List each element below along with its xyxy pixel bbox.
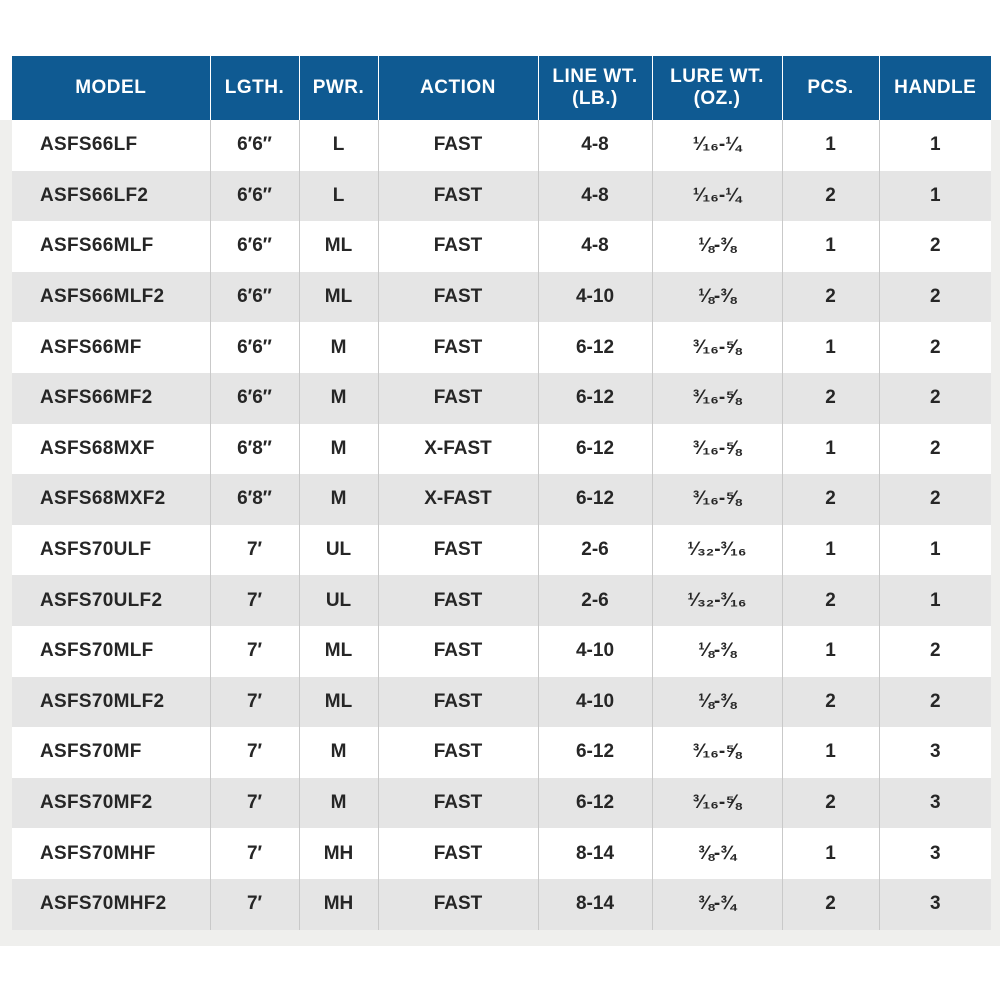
cell-handle: 1 xyxy=(879,120,991,171)
header-line-weight: LINE WT. (LB.) xyxy=(538,56,652,120)
cell-length: 6′6″ xyxy=(210,322,299,373)
cell-power: L xyxy=(299,171,378,222)
cell-line-weight: 8-14 xyxy=(538,879,652,930)
table-row xyxy=(12,727,991,778)
cell-pieces: 1 xyxy=(782,626,879,677)
cell-pieces: 1 xyxy=(782,322,879,373)
cell-line-weight: 4-10 xyxy=(538,677,652,728)
cell-handle: 2 xyxy=(879,474,991,525)
cell-action: FAST xyxy=(378,626,538,677)
cell-action: X-FAST xyxy=(378,424,538,475)
cell-model: ASFS70ULF xyxy=(12,525,210,576)
cell-handle: 2 xyxy=(879,626,991,677)
header-pieces: PCS. xyxy=(782,56,879,120)
cell-power: ML xyxy=(299,272,378,323)
cell-model: ASFS70MHF xyxy=(12,828,210,879)
cell-power: MH xyxy=(299,879,378,930)
cell-pieces: 2 xyxy=(782,373,879,424)
cell-line-weight: 2-6 xyxy=(538,525,652,576)
table-row xyxy=(12,120,991,171)
cell-length: 6′6″ xyxy=(210,373,299,424)
cell-line-weight: 6-12 xyxy=(538,727,652,778)
table-row xyxy=(12,626,991,677)
cell-handle: 3 xyxy=(879,828,991,879)
cell-model: ASFS68MXF2 xyxy=(12,474,210,525)
cell-lure-weight: ³⁄₁₆-⅝ xyxy=(652,322,782,373)
cell-handle: 2 xyxy=(879,373,991,424)
cell-pieces: 2 xyxy=(782,575,879,626)
cell-lure-weight: ¹⁄₃₂-³⁄₁₆ xyxy=(652,575,782,626)
cell-line-weight: 6-12 xyxy=(538,474,652,525)
cell-power: M xyxy=(299,778,378,829)
cell-line-weight: 8-14 xyxy=(538,828,652,879)
cell-pieces: 1 xyxy=(782,525,879,576)
cell-length: 7′ xyxy=(210,879,299,930)
header-row xyxy=(12,56,991,120)
cell-action: FAST xyxy=(378,828,538,879)
cell-line-weight: 4-10 xyxy=(538,272,652,323)
cell-lure-weight: ⅛-⅜ xyxy=(652,626,782,677)
cell-lure-weight: ⅛-⅜ xyxy=(652,221,782,272)
cell-pieces: 2 xyxy=(782,677,879,728)
cell-line-weight: 6-12 xyxy=(538,424,652,475)
table-row xyxy=(12,424,991,475)
cell-line-weight: 4-8 xyxy=(538,221,652,272)
cell-handle: 2 xyxy=(879,424,991,475)
cell-pieces: 1 xyxy=(782,828,879,879)
cell-lure-weight: ⅜-¾ xyxy=(652,879,782,930)
cell-lure-weight: ¹⁄₃₂-³⁄₁₆ xyxy=(652,525,782,576)
table-row xyxy=(12,575,991,626)
cell-action: FAST xyxy=(378,120,538,171)
cell-power: UL xyxy=(299,575,378,626)
cell-line-weight: 4-8 xyxy=(538,120,652,171)
header-handle: HANDLE xyxy=(879,56,991,120)
header-action: ACTION xyxy=(378,56,538,120)
cell-lure-weight: ⅛-⅜ xyxy=(652,677,782,728)
cell-lure-weight: ¹⁄₁₆-¼ xyxy=(652,171,782,222)
cell-handle: 1 xyxy=(879,525,991,576)
cell-length: 7′ xyxy=(210,727,299,778)
cell-power: ML xyxy=(299,221,378,272)
table-row xyxy=(12,373,991,424)
cell-power: M xyxy=(299,373,378,424)
cell-pieces: 2 xyxy=(782,879,879,930)
cell-model: ASFS70MHF2 xyxy=(12,879,210,930)
cell-action: FAST xyxy=(378,525,538,576)
cell-handle: 1 xyxy=(879,575,991,626)
cell-line-weight: 4-10 xyxy=(538,626,652,677)
cell-power: M xyxy=(299,474,378,525)
cell-length: 6′6″ xyxy=(210,171,299,222)
cell-action: FAST xyxy=(378,322,538,373)
cell-lure-weight: ³⁄₁₆-⅝ xyxy=(652,474,782,525)
table-row xyxy=(12,272,991,323)
cell-length: 6′6″ xyxy=(210,120,299,171)
cell-handle: 2 xyxy=(879,221,991,272)
table-body xyxy=(12,120,991,930)
header-model: MODEL xyxy=(12,56,210,120)
cell-lure-weight: ³⁄₁₆-⅝ xyxy=(652,424,782,475)
cell-action: FAST xyxy=(378,575,538,626)
cell-length: 7′ xyxy=(210,677,299,728)
cell-pieces: 2 xyxy=(782,778,879,829)
cell-pieces: 2 xyxy=(782,272,879,323)
cell-line-weight: 6-12 xyxy=(538,373,652,424)
cell-power: M xyxy=(299,322,378,373)
cell-length: 6′6″ xyxy=(210,221,299,272)
cell-model: ASFS70MF xyxy=(12,727,210,778)
cell-action: FAST xyxy=(378,221,538,272)
table-row xyxy=(12,474,991,525)
cell-power: M xyxy=(299,727,378,778)
cell-lure-weight: ⅛-⅜ xyxy=(652,272,782,323)
cell-handle: 1 xyxy=(879,171,991,222)
cell-action: FAST xyxy=(378,373,538,424)
cell-model: ASFS66LF xyxy=(12,120,210,171)
cell-power: ML xyxy=(299,626,378,677)
cell-handle: 2 xyxy=(879,677,991,728)
cell-length: 7′ xyxy=(210,626,299,677)
cell-handle: 3 xyxy=(879,879,991,930)
cell-length: 6′8″ xyxy=(210,424,299,475)
cell-length: 7′ xyxy=(210,828,299,879)
cell-action: FAST xyxy=(378,879,538,930)
cell-length: 7′ xyxy=(210,525,299,576)
table-row xyxy=(12,828,991,879)
cell-line-weight: 2-6 xyxy=(538,575,652,626)
cell-lure-weight: ³⁄₁₆-⅝ xyxy=(652,373,782,424)
cell-line-weight: 4-8 xyxy=(538,171,652,222)
cell-handle: 2 xyxy=(879,272,991,323)
cell-action: FAST xyxy=(378,727,538,778)
cell-model: ASFS66MF2 xyxy=(12,373,210,424)
cell-model: ASFS66MLF2 xyxy=(12,272,210,323)
cell-line-weight: 6-12 xyxy=(538,778,652,829)
cell-power: ML xyxy=(299,677,378,728)
cell-lure-weight: ³⁄₁₆-⅝ xyxy=(652,727,782,778)
table-row xyxy=(12,879,991,930)
cell-lure-weight: ⅜-¾ xyxy=(652,828,782,879)
cell-pieces: 1 xyxy=(782,727,879,778)
cell-action: FAST xyxy=(378,778,538,829)
cell-model: ASFS70MLF2 xyxy=(12,677,210,728)
table-row xyxy=(12,221,991,272)
header-power: PWR. xyxy=(299,56,378,120)
rod-spec-table xyxy=(12,56,991,930)
table-header xyxy=(12,56,991,120)
cell-pieces: 1 xyxy=(782,221,879,272)
cell-handle: 2 xyxy=(879,322,991,373)
cell-action: FAST xyxy=(378,171,538,222)
cell-power: M xyxy=(299,424,378,475)
cell-action: FAST xyxy=(378,677,538,728)
cell-model: ASFS66LF2 xyxy=(12,171,210,222)
cell-length: 6′6″ xyxy=(210,272,299,323)
table-row xyxy=(12,778,991,829)
header-length: LGTH. xyxy=(210,56,299,120)
cell-model: ASFS66MF xyxy=(12,322,210,373)
table-row xyxy=(12,677,991,728)
cell-model: ASFS70MLF xyxy=(12,626,210,677)
cell-handle: 3 xyxy=(879,778,991,829)
cell-model: ASFS68MXF xyxy=(12,424,210,475)
header-lure-weight: LURE WT. (OZ.) xyxy=(652,56,782,120)
cell-pieces: 1 xyxy=(782,120,879,171)
table-row xyxy=(12,171,991,222)
table-row xyxy=(12,525,991,576)
cell-handle: 3 xyxy=(879,727,991,778)
cell-power: MH xyxy=(299,828,378,879)
table-row xyxy=(12,322,991,373)
cell-pieces: 2 xyxy=(782,474,879,525)
cell-line-weight: 6-12 xyxy=(538,322,652,373)
cell-model: ASFS70ULF2 xyxy=(12,575,210,626)
cell-action: FAST xyxy=(378,272,538,323)
cell-power: UL xyxy=(299,525,378,576)
cell-lure-weight: ¹⁄₁₆-¼ xyxy=(652,120,782,171)
cell-length: 7′ xyxy=(210,778,299,829)
cell-power: L xyxy=(299,120,378,171)
cell-pieces: 2 xyxy=(782,171,879,222)
cell-length: 6′8″ xyxy=(210,474,299,525)
cell-lure-weight: ³⁄₁₆-⅝ xyxy=(652,778,782,829)
cell-model: ASFS66MLF xyxy=(12,221,210,272)
cell-pieces: 1 xyxy=(782,424,879,475)
cell-length: 7′ xyxy=(210,575,299,626)
cell-action: X-FAST xyxy=(378,474,538,525)
cell-model: ASFS70MF2 xyxy=(12,778,210,829)
